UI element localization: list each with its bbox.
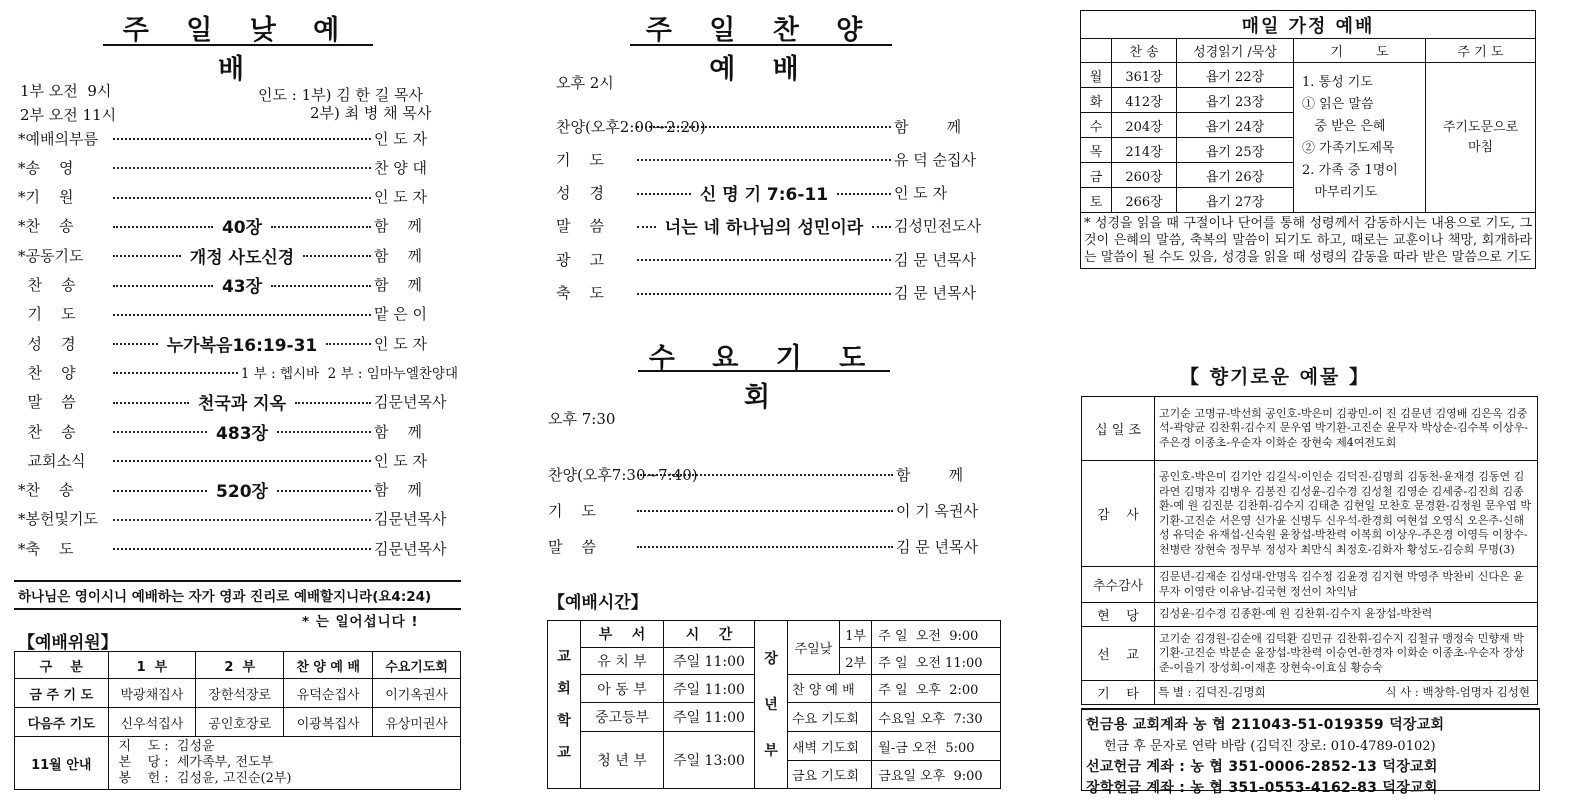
daily-worship-table: [1080, 10, 1536, 269]
offering-label: 기 타: [1082, 681, 1155, 705]
committee-row: [15, 679, 461, 708]
praise-time: 오후 2시: [556, 74, 614, 92]
order-label: 찬 송: [18, 276, 76, 294]
service-time: 주 일 오전 9:00: [872, 621, 1001, 648]
offering-label: 십 일 조: [1082, 397, 1155, 461]
order-row: [18, 127, 458, 149]
order-item-detail: 개정 사도신경: [189, 247, 295, 267]
order-row: [18, 361, 458, 383]
daily-row: [1081, 63, 1536, 88]
service-part: 2부: [839, 648, 871, 675]
order-row: [18, 186, 458, 208]
order-item-detail: 40장: [221, 218, 263, 237]
service-part: 1부: [839, 621, 871, 648]
order-item-detail: 신 명 기 7:6-11: [699, 185, 829, 204]
order-label: 축 도: [556, 284, 605, 302]
adult-label-char: 부: [764, 742, 778, 759]
offering-row: [1082, 603, 1538, 627]
service-time: 주 일 오전 11:00: [872, 648, 1001, 675]
november-line: 봉 헌 : 김성윤, 고진순(2부): [118, 771, 292, 786]
adult-label-char: 년: [764, 696, 778, 713]
committee-row-label: 금 주 기 도: [15, 679, 109, 708]
order-row: [556, 115, 996, 137]
service-name: 수요 기도회: [788, 703, 872, 732]
prayer-line: 중 받은 은혜: [1302, 118, 1386, 134]
order-label: 광 고: [556, 250, 605, 269]
daily-bible: 욥기 24장: [1177, 113, 1294, 138]
service-time-2: 2부 오전 11시: [20, 106, 117, 124]
offering-names: 김성윤-김수경 김종환-예 원 김찬휘-김수지 윤장섭-박찬력: [1155, 603, 1538, 627]
department: 청 년 부: [581, 732, 664, 789]
school-label-char: 교: [557, 648, 571, 665]
order-label: 기 도: [18, 305, 76, 324]
order-row: [548, 499, 996, 521]
november-info: [108, 737, 461, 790]
order-person: 맡 은 이: [374, 305, 428, 324]
account-main: 헌금용 교회계좌 농 협 211043-51-019359 덕장교회: [1086, 717, 1445, 733]
service-time: 주 일 오후 2:00: [872, 675, 1001, 703]
order-row: [556, 148, 996, 170]
service-name: 주일낮: [788, 621, 840, 675]
account-box: [1081, 708, 1540, 796]
daily-bible: 욥기 22장: [1177, 63, 1294, 88]
dot-leader: [110, 361, 241, 383]
service-time: 월-금 오전 5:00: [872, 732, 1001, 761]
daily-bible: 욥기 25장: [1177, 138, 1294, 163]
service-name: 금요 기도회: [788, 761, 872, 789]
committee-row-label: 다음주 기도: [15, 708, 109, 737]
order-row: [556, 215, 996, 237]
daily-worship-title: 매일 가정 예배: [1081, 11, 1536, 39]
order-person: 김 문 년목사: [894, 250, 976, 269]
committee-cell: 신우석집사: [108, 708, 196, 737]
order-person: 김문년목사: [374, 393, 447, 412]
dot-leader: [110, 449, 374, 471]
offering-title: 【 향기로운 예물 】: [1180, 366, 1370, 388]
committee-cell: 공인호장로: [196, 708, 284, 737]
daily-day: 금: [1081, 163, 1112, 188]
service-time-1: 1부 오전 9시: [20, 82, 112, 100]
daily-header: 찬 송: [1112, 39, 1177, 63]
order-item-detail: 43장: [221, 277, 263, 296]
order-row: [18, 303, 458, 325]
order-item-detail: 누가복음16:19-31: [166, 335, 318, 355]
dot-leader: [110, 303, 374, 325]
service-time: 금요일 오후 9:00: [872, 761, 1001, 789]
department-time: 주일 11:00: [664, 675, 755, 703]
order-person: 인 도 자: [374, 451, 428, 470]
school-label-char: 학: [557, 712, 571, 729]
offering-label: 추수감사: [1082, 567, 1155, 603]
offering-table: [1081, 396, 1538, 705]
prayer-line: ① 읽은 말씀: [1302, 96, 1374, 112]
daily-hymn: 214장: [1112, 138, 1177, 163]
committee-cell: 이광복집사: [284, 708, 373, 737]
order-person: 함 께: [374, 276, 423, 294]
department: 중고등부: [581, 703, 664, 732]
offering-names: 공인호-박은미 김기안 김길식-이인순 김덕진-김명희 김동천-윤재경 김동연 김라연 김명자 김병우 김봉진 김성윤-김수경 김성철 김영순 김세중-김진희 김종환-예 원 김진분 김찬휘-김수지 김태춘 김현일 모찬호 문경환-김정원 문우엽 박기환-고진순 서은영 신가윤 신병두 신우석-한경희 여현섭 오영식 오은주-신해성 유덕순 유재섭-신숙원 윤창섭-박찬력 이복희 이상우-주은경 이영득 이창수-천병란 장현숙 정무부 정성자 최만식 최정호-김화자 황성도-김승희 무명(3): [1155, 461, 1538, 567]
order-person: 김 문 년목사: [894, 284, 976, 302]
order-label: *봉헌및기도: [18, 510, 98, 529]
order-person: 함 께: [374, 481, 423, 500]
order-row: [18, 332, 458, 354]
order-label: *찬 송: [18, 217, 74, 236]
dot-leader: [110, 391, 374, 413]
service-time: 수요일 오후 7:30: [872, 703, 1001, 732]
adult-label-char: 장: [764, 650, 778, 667]
daily-hymn: 361장: [1112, 63, 1177, 88]
order-row: [18, 537, 458, 559]
order-person: 김문년목사: [374, 510, 447, 529]
dot-leader: [634, 535, 896, 557]
order-row: [18, 215, 458, 237]
school-label-char: 회: [557, 680, 571, 697]
order-row: [556, 248, 996, 270]
account-scholarship: 장학헌금 계좌 : 농 협 351-0553-4162-83 덕장교회: [1086, 780, 1438, 796]
november-line: 본 당 : 세가족부, 전도부: [118, 755, 274, 770]
committee-title: 【예배위원】: [18, 633, 118, 653]
sunday-service-title: 주 일 낮 예 배: [103, 8, 373, 46]
daily-header: 성경읽기 /묵상: [1177, 39, 1294, 63]
daily-header: 주 기 도: [1426, 39, 1536, 63]
verse-text: 하나님은 영이시니 예배하는 자가 영과 진리로 예배할지니라(요4:24): [18, 589, 432, 605]
committee-table: [14, 651, 461, 790]
order-person: 1 부 : 헵시바 2 부 : 임마누엘찬양대: [240, 366, 458, 383]
dot-leader: [634, 463, 896, 485]
daily-day: 화: [1081, 88, 1112, 113]
order-person: 함 께: [374, 217, 423, 236]
prayer-line: 2. 가족 중 1명이: [1302, 162, 1398, 178]
order-label: *기 원: [18, 188, 74, 207]
order-row: [18, 274, 458, 296]
offering-names: 고기순 고명규-박선희 공인호-박은미 김광민-이 진 김문년 김영배 김은옥 김중석-곽양균 김찬휘-김수지 문우엽 박기환-고진순 윤무자 박상순-김수복 이상우-주은경 이종초-우순자 이화순 장현숙 제4여전도회: [1155, 397, 1538, 461]
department: 유 치 부: [581, 648, 664, 675]
order-person: 유 덕 순집사: [894, 150, 976, 169]
order-label: 찬 송: [18, 422, 76, 441]
order-person: 인 도 자: [374, 129, 428, 148]
schedule-title: 【예배시간】: [548, 593, 648, 613]
committee-row: [15, 708, 461, 737]
offering-row: [1082, 397, 1538, 461]
order-label: *예배의부름: [18, 129, 98, 148]
offering-label: 현 당: [1082, 603, 1155, 627]
november-label: 11월 안내: [15, 737, 109, 790]
dot-leader: [634, 248, 894, 270]
order-label: 찬 양: [18, 363, 76, 382]
department-time: 주일 11:00: [664, 648, 755, 675]
dot-leader: [110, 156, 374, 178]
daily-day: 월: [1081, 63, 1112, 88]
daily-hymn: 266장: [1112, 188, 1177, 213]
order-item-detail: 너는 네 하나님의 성민이라: [664, 218, 864, 237]
dot-leader: [634, 215, 894, 237]
wednesday-prayer-title: 수 요 기 도 회: [638, 336, 890, 372]
order-label: 찬양(오후2:00~2:20): [556, 117, 706, 136]
order-person: 이 기 옥권사: [896, 501, 978, 520]
order-label: 성 경: [556, 184, 605, 203]
order-person: 찬 양 대: [374, 158, 428, 177]
daily-note: * 성경을 읽을 때 구절이나 단어를 통해 성령께서 감동하시는 내용으로 기도, 그것이 은혜의 말씀, 축복의 말씀이 되기도 하고, 때로는 교훈이나 책망, 회개하라는 말씀이 될 수도 있음, 성경을 읽을 때 성령의 감동을 따라 받은 말씀으로 기도: [1081, 213, 1536, 269]
service-name: 찬 양 예 배: [788, 675, 872, 703]
order-label: 기 도: [548, 501, 597, 520]
daily-hymn: 412장: [1112, 88, 1177, 113]
offering-label: 선 교: [1082, 627, 1155, 681]
offering-row: [1082, 461, 1538, 567]
prayer-line: 마무리기도: [1302, 184, 1378, 200]
daily-bible: 욥기 26장: [1177, 163, 1294, 188]
daily-prayer: [1294, 63, 1426, 213]
order-row: [556, 282, 996, 304]
account-mission: 선교헌금 계좌 : 농 협 351-0006-2852-13 덕장교회: [1086, 759, 1438, 775]
dot-leader: [634, 115, 894, 137]
schedule-row: [548, 621, 1001, 648]
committee-cell: 장한석장로: [196, 679, 284, 708]
department-time: 주일 11:00: [664, 703, 755, 732]
order-label: 말 씀: [18, 393, 76, 412]
adult-label: [755, 621, 788, 789]
daily-day: 토: [1081, 188, 1112, 213]
order-label: *공동기도: [18, 246, 84, 265]
order-label: 교회소식: [18, 451, 86, 470]
daily-bible: 욥기 27장: [1177, 188, 1294, 213]
schedule-header: 부 서: [581, 621, 664, 648]
service-name: 새벽 기도회: [788, 732, 872, 761]
order-label: 찬양(오후7:30~7:40): [548, 465, 698, 484]
order-label: *찬 송: [18, 481, 74, 500]
prayer-line: ② 가족기도제목: [1302, 140, 1395, 156]
schedule-table: [547, 620, 1001, 789]
order-row: [18, 508, 458, 530]
committee-header: 2 부: [196, 652, 284, 679]
order-row: [18, 479, 458, 501]
order-person: 함 께: [896, 465, 964, 484]
wednesday-time: 오후 7:30: [548, 410, 616, 428]
dot-leader: [110, 244, 374, 266]
order-row: [18, 156, 458, 178]
daily-day: 목: [1081, 138, 1112, 163]
order-person: 함 께: [374, 246, 423, 265]
order-item-detail: 천국과 지옥: [197, 394, 287, 413]
dot-leader: [110, 508, 374, 530]
order-label: 기 도: [556, 150, 605, 169]
order-person: 함 께: [894, 117, 962, 136]
dot-leader: [110, 420, 374, 442]
order-row: [548, 463, 996, 485]
dot-leader: [634, 182, 894, 204]
dot-leader: [634, 499, 896, 521]
committee-cell: 유상미권사: [373, 708, 461, 737]
stand-note: * 는 일어섭니다 !: [302, 614, 419, 630]
offering-row: [1082, 627, 1538, 681]
offering-row: [1082, 567, 1538, 603]
prayer-line: 1. 통성 기도: [1302, 74, 1373, 90]
order-person: 인 도 자: [894, 184, 948, 203]
daily-day: 수: [1081, 113, 1112, 138]
order-row: [18, 420, 458, 442]
dot-leader: [634, 282, 894, 304]
dot-leader: [634, 148, 894, 170]
committee-cell: 박광채집사: [108, 679, 196, 708]
department: 아 동 부: [581, 675, 664, 703]
dot-leader: [110, 215, 374, 237]
dot-leader: [110, 186, 374, 208]
order-row: [18, 449, 458, 471]
praise-service-title: 주 일 찬 양 예 배: [630, 8, 892, 46]
dot-leader: [110, 537, 374, 559]
order-label: 말 씀: [556, 217, 605, 236]
offering-etc-special: 특 별 : 김덕진-김명희: [1158, 685, 1266, 699]
order-row: [548, 535, 996, 557]
offering-etc: [1155, 681, 1538, 705]
order-item-detail: 483장: [216, 423, 268, 442]
order-person: 인 도 자: [374, 334, 428, 353]
order-row: [18, 244, 458, 266]
order-person: 김성민전도사: [894, 217, 981, 236]
order-label: *송 영: [18, 158, 74, 177]
schedule-header: 시 간: [664, 621, 755, 648]
school-label: [548, 621, 581, 789]
november-line: 지 도 : 김성윤: [118, 739, 215, 754]
dot-leader: [110, 479, 374, 501]
committee-cell: 유덕순집사: [284, 679, 373, 708]
department-time: 주일 13:00: [664, 732, 755, 789]
order-person: 김 문 년목사: [896, 537, 978, 556]
daily-hymn: 204장: [1112, 113, 1177, 138]
lord-prayer: 주기도문으로 마침: [1426, 63, 1536, 213]
offering-etc-meal: 식 사 : 백창학-엄명자 김성현: [1385, 685, 1530, 699]
order-label: *축 도: [18, 539, 74, 558]
committee-header: 찬 양 예 배: [284, 652, 373, 679]
order-label: 말 씀: [548, 537, 597, 556]
dot-leader: [110, 332, 374, 354]
service-leader-2: 2부) 최 병 채 목사: [310, 104, 432, 122]
committee-cell: 이기옥권사: [373, 679, 461, 708]
offering-names: 김문년-김재순 김성대-안명옥 김수정 김윤경 김지현 박영주 박찬비 신다은 윤무자 이영란 이유남-김국현 정선이 차익남: [1155, 567, 1538, 603]
account-note: 헌금 후 문자로 연락 바람 (김덕진 장로: 010-4789-0102): [1104, 739, 1436, 754]
committee-header: 1 부: [108, 652, 196, 679]
daily-header-blank: [1081, 39, 1112, 63]
daily-bible: 욥기 23장: [1177, 88, 1294, 113]
verse-box: [14, 580, 461, 610]
order-row: [556, 182, 996, 204]
dot-leader: [110, 127, 374, 149]
order-person: 인 도 자: [374, 188, 428, 207]
service-leader-1: 인도 : 1부) 김 한 길 목사: [258, 86, 423, 104]
order-item-detail: 520장: [216, 482, 268, 501]
offering-label: 감 사: [1082, 461, 1155, 567]
order-label: 성 경: [18, 334, 76, 353]
order-person: 김문년목사: [374, 539, 447, 558]
order-row: [18, 391, 458, 413]
committee-header: 수요기도회: [373, 652, 461, 679]
committee-header: 구 분: [15, 652, 109, 679]
dot-leader: [110, 274, 374, 296]
offering-names: 고기순 김경원-김순애 김덕환 김민규 김찬휘-김수지 김철규 맹정숙 민향재 박기환-고진순 박분순 윤장섭-박찬력 이승연-한경자 이화순 이종초-우순자 장상준-이을기 장성희-이재훈 장현숙-이효심 황승숙: [1155, 627, 1538, 681]
school-label-char: 교: [557, 744, 571, 761]
order-person: 함 께: [374, 422, 423, 441]
daily-header: 기 도: [1294, 39, 1426, 63]
daily-hymn: 260장: [1112, 163, 1177, 188]
